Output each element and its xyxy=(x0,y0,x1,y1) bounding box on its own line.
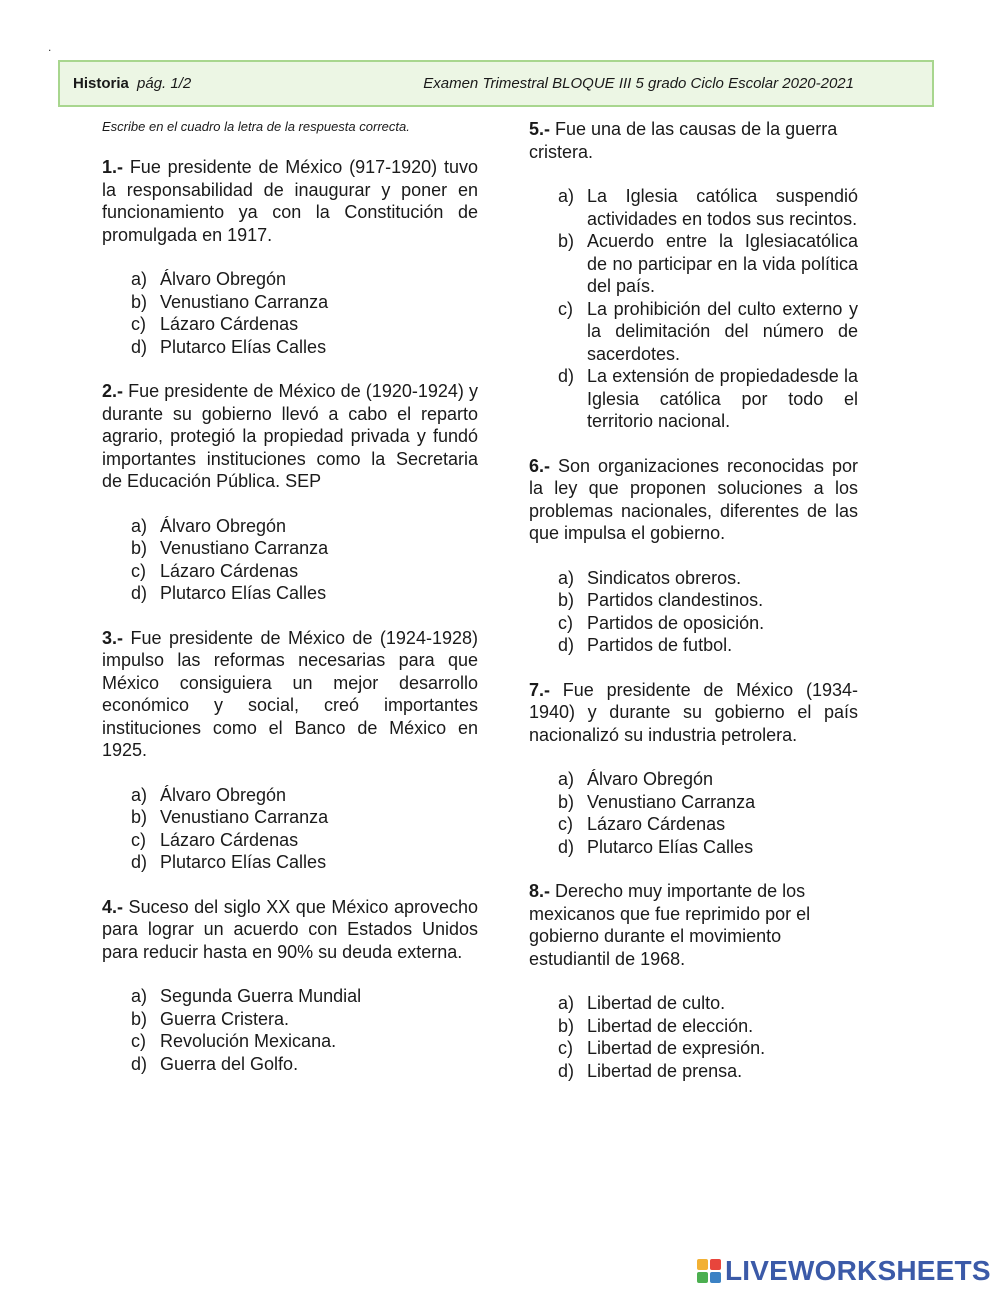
option-b[interactable]: b) Venustiano Carranza xyxy=(131,538,329,558)
liveworksheets-logo[interactable] xyxy=(697,1256,991,1286)
question-text: 2.- Fue presidente de México de (1920-1924) y durante su gobierno llevó a cabo el reparto agrario, protegió la propiedad privada y fundó importantes instituciones como la Secretaria de Educación Pública. SEP xyxy=(102,381,478,491)
option-d[interactable]: d) Libertad de prensa. xyxy=(558,1060,743,1081)
logo-text: LIVEWORKSHEETS xyxy=(725,1255,991,1286)
option-b[interactable]: b) Venustiano Carranza xyxy=(131,291,329,312)
option-d[interactable]: d) Plutarco Elías Calles xyxy=(558,836,754,857)
option-b[interactable]: b) Venustiano Carranza xyxy=(131,807,329,827)
instruction-text: Escribe en el cuadro la letra de la respuesta correcta. xyxy=(102,119,410,134)
options-list xyxy=(529,768,858,858)
question-number: 8.- xyxy=(529,881,551,901)
options-list xyxy=(529,992,858,1082)
option-b[interactable]: b) Partidos clandestinos. xyxy=(558,590,764,610)
question-number: 1.- xyxy=(102,157,124,177)
question-number: 2.- xyxy=(102,381,124,401)
question-number: 4.- xyxy=(102,896,124,917)
option-b[interactable]: b) Libertad de elección. xyxy=(558,1015,754,1036)
question-4 xyxy=(102,896,478,1076)
option-d[interactable]: d) Plutarco Elías Calles xyxy=(131,583,327,603)
options-list xyxy=(102,985,478,1075)
options-list xyxy=(102,268,478,358)
exam-title: Examen Trimestral BLOQUE III 5 grado Ciclo Escolar 2020-2021 xyxy=(423,75,854,92)
question-number: 3.- xyxy=(102,627,124,648)
option-a[interactable]: a) Segunda Guerra Mundial xyxy=(131,986,362,1006)
question-2 xyxy=(102,380,478,605)
option-a[interactable]: a) Libertad de culto. xyxy=(558,993,726,1013)
page-header xyxy=(58,60,934,107)
left-column xyxy=(102,118,478,1097)
logo-square-2 xyxy=(710,1259,721,1270)
option-d[interactable]: d) La extensión de propiedadesde la Iglesia católica por todo el territorio nacional. xyxy=(558,366,858,431)
option-a[interactable]: a) Álvaro Obregón xyxy=(558,769,714,789)
page-number: pág. 1/2 xyxy=(137,75,192,92)
logo-square-4 xyxy=(710,1272,721,1283)
subject-title: Historia xyxy=(73,75,129,92)
right-column xyxy=(529,118,858,1104)
question-text: 7.- Fue presidente de México (1934-1940) y durante su gobierno el país nacionalizó su industria petrolera. xyxy=(529,679,858,745)
option-c[interactable]: c) Revolución Mexicana. xyxy=(131,1031,337,1051)
option-b[interactable]: b) Venustiano Carranza xyxy=(558,791,756,812)
option-d[interactable]: d) Plutarco Elías Calles xyxy=(131,336,327,357)
options-list xyxy=(529,567,858,657)
header-left xyxy=(73,75,191,92)
question-1 xyxy=(102,156,478,358)
question-3 xyxy=(102,627,478,874)
option-d[interactable]: d) Guerra del Golfo. xyxy=(131,1053,299,1074)
option-d[interactable]: d) Plutarco Elías Calles xyxy=(131,852,327,872)
question-text: 4.- Suceso del siglo XX que México aprovecho para lograr un acuerdo con Estados Unidos para reducir hasta en 90% su deuda externa. xyxy=(102,896,478,962)
option-a[interactable]: a) Álvaro Obregón xyxy=(131,269,287,289)
logo-square-1 xyxy=(697,1259,708,1270)
question-text: 6.- Son organizaciones reconocidas por la ley que proponen soluciones a los problemas nacionales, diferentes de las que impulsa el gobierno. xyxy=(529,455,858,543)
question-number: 7.- xyxy=(529,679,551,700)
option-c[interactable]: c) Lázaro Cárdenas xyxy=(131,314,299,334)
question-number: 6.- xyxy=(529,455,551,476)
options-list xyxy=(102,784,478,874)
question-6 xyxy=(529,455,858,657)
question-text: 3.- Fue presidente de México de (1924-1928) impulso las reformas necesarias para que México consiguiera un mejor desarrollo económico y social, creó importantes instituciones como el Banco de México en 1925. xyxy=(102,627,478,760)
option-b[interactable]: b) Acuerdo entre la Iglesiacatólica de no participar en la vida política del país. xyxy=(558,231,858,296)
logo-square-3 xyxy=(697,1272,708,1283)
question-text: 5.- Fue una de las causas de la guerra cristera. xyxy=(529,119,838,162)
option-a[interactable]: a) Sindicatos obreros. xyxy=(558,567,742,588)
option-a[interactable]: a) Álvaro Obregón xyxy=(131,515,287,536)
option-c[interactable]: c) Lázaro Cárdenas xyxy=(131,560,299,581)
option-a[interactable]: a) Álvaro Obregón xyxy=(131,784,287,805)
option-c[interactable]: c) La prohibición del culto externo y la delimitación del número de sacerdotes. xyxy=(558,298,858,364)
question-5 xyxy=(529,118,858,433)
question-text: 8.- Derecho muy importante de los mexicanos que fue reprimido por el gobierno durante el movimiento estudiantil de 1968. xyxy=(529,881,811,969)
logo-mark-icon xyxy=(697,1259,721,1283)
question-number: 5.- xyxy=(529,119,551,139)
options-list xyxy=(529,185,858,433)
option-b[interactable]: b) Guerra Cristera. xyxy=(131,1008,290,1029)
option-a[interactable]: a) La Iglesia católica suspendió actividades en todos sus recintos. xyxy=(558,186,858,229)
option-c[interactable]: c) Libertad de expresión. xyxy=(558,1038,766,1058)
option-c[interactable]: c) Lázaro Cárdenas xyxy=(558,814,726,834)
question-8 xyxy=(529,880,858,1082)
question-text: 1.- Fue presidente de México (917-1920) tuvo la responsabilidad de inaugurar y poner en funcionamiento ya con la Constitución de promulgada en 1917. xyxy=(102,157,478,245)
option-c[interactable]: c) Partidos de oposición. xyxy=(558,612,765,633)
option-c[interactable]: c) Lázaro Cárdenas xyxy=(131,829,299,850)
question-7 xyxy=(529,679,858,859)
options-list xyxy=(102,515,478,605)
corner-mark: . xyxy=(48,40,52,54)
option-d[interactable]: d) Partidos de futbol. xyxy=(558,635,733,655)
